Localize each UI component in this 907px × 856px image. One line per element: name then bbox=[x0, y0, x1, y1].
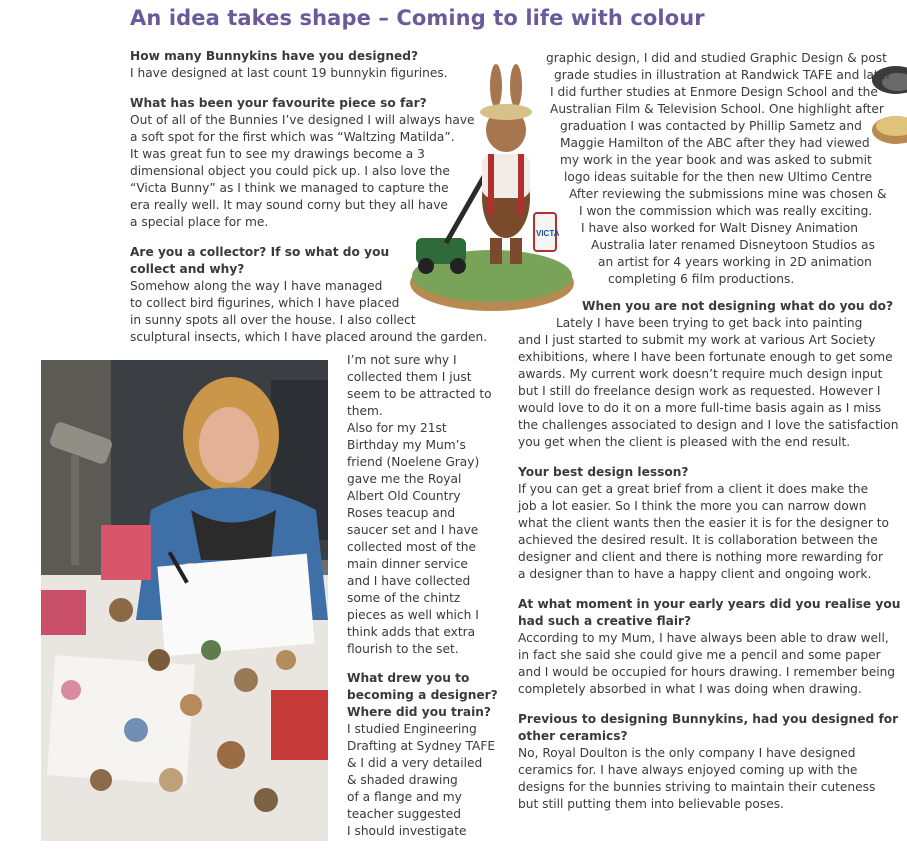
answer-4-line: of a flange and my bbox=[347, 790, 462, 804]
question-1: How many Bunnykins have you designed? bbox=[130, 49, 419, 63]
answer-2-line: It was great fun to see my drawings become a 3 bbox=[130, 147, 425, 161]
answer-4-cont-line: grade studies in illustration at Randwick TAFE and later bbox=[554, 68, 892, 82]
answer-4-cont-line: After reviewing the submissions mine was chosen & bbox=[569, 187, 887, 201]
answer-3-cont-line: saucer set and I have bbox=[347, 523, 479, 537]
question-7: At what moment in your early years did you realise you bbox=[518, 597, 901, 611]
answer-2-line: era really well. It may sound corny but they all have bbox=[130, 198, 448, 212]
col2-lower bbox=[518, 298, 901, 813]
answer-3-line: Somehow along the way I have managed bbox=[130, 279, 383, 293]
answer-3-cont-line: friend (Noelene Gray) bbox=[347, 455, 480, 469]
narrow-column bbox=[347, 352, 497, 840]
answer-3-cont-line: main dinner service bbox=[347, 557, 468, 571]
answer-4-line: I should investigate bbox=[347, 824, 467, 838]
answer-7-line: According to my Mum, I have always been able to draw well, bbox=[518, 631, 889, 645]
designer-photo-illustration bbox=[41, 360, 328, 841]
answer-7-line: completely absorbed in what I was doing when drawing. bbox=[518, 682, 862, 696]
answer-2-line: “Victa Bunny” as I think we managed to capture the bbox=[130, 181, 449, 195]
col1-upper bbox=[130, 48, 488, 346]
answer-8-line: ceramics for. I have always enjoyed coming up with the bbox=[518, 763, 858, 777]
answer-3-cont-line: them. bbox=[347, 404, 383, 418]
answer-5-line: would love to do it on a more full-time basis again as I miss bbox=[518, 401, 882, 415]
answer-4-cont-line: I did further studies at Enmore Design School and the bbox=[550, 85, 878, 99]
answer-3-cont-line: think adds that extra bbox=[347, 625, 476, 639]
question-2: What has been your favourite piece so far? bbox=[130, 96, 427, 110]
answer-4-cont-line: graphic design, I did and studied Graphic Design & post bbox=[546, 51, 887, 65]
figurine-can-label: VICTA bbox=[536, 229, 560, 238]
answer-2-line: a soft spot for the first which was “Waltzing Matilda”. bbox=[130, 130, 455, 144]
answer-4-cont-line: Australia later renamed Disneytoon Studios as bbox=[591, 238, 875, 252]
answer-3-cont-line: gave me the Royal bbox=[347, 472, 462, 486]
question-6: Your best design lesson? bbox=[518, 465, 689, 479]
answer-3-cont-line: seem to be attracted to bbox=[347, 387, 492, 401]
answer-4-cont-line: logo ideas suitable for the then new Ultimo Centre bbox=[564, 170, 873, 184]
answer-4-cont-line: completing 6 film productions. bbox=[608, 272, 795, 286]
answer-3-line: to collect bird figurines, which I have placed bbox=[130, 296, 400, 310]
answer-5-line: the challenges associated to design and I love the satisfaction bbox=[518, 418, 899, 432]
answer-4-cont-line: an artist for 4 years working in 2D animation bbox=[598, 255, 872, 269]
answer-5-line: exhibitions, where I have been fortunate enough to get some bbox=[518, 350, 893, 364]
question-5: When you are not designing what do you do? bbox=[582, 299, 894, 313]
question-3: Are you a collector? If so what do you bbox=[130, 245, 390, 259]
answer-5-line: Lately I have been trying to get back into painting bbox=[556, 316, 863, 330]
question-4: Where did you train? bbox=[347, 705, 491, 719]
question-3: collect and why? bbox=[130, 262, 245, 276]
answer-3-line: in sunny spots all over the house. I also collect bbox=[130, 313, 416, 327]
answer-4-cont-line: I have also worked for Walt Disney Animation bbox=[581, 221, 858, 235]
question-4: What drew you to bbox=[347, 671, 470, 685]
question-7: had such a creative flair? bbox=[518, 614, 692, 628]
answer-8-line: No, Royal Doulton is the only company I have designed bbox=[518, 746, 856, 760]
answer-3-cont-line: pieces as well which I bbox=[347, 608, 479, 622]
answer-5-line: but I still do freelance design work as requested. However I bbox=[518, 384, 881, 398]
answer-4-line: & I did a very detailed bbox=[347, 756, 483, 770]
answer-3-cont-line: flourish to the set. bbox=[347, 642, 459, 656]
answer-6-line: what the client wants then the easier it is for the designer to bbox=[518, 516, 889, 530]
answer-2-line: Out of all of the Bunnies I’ve designed I will always have bbox=[130, 113, 475, 127]
answer-3-cont-line: I’m not sure why I bbox=[347, 353, 457, 367]
answer-6-line: If you can get a great brief from a client it does make the bbox=[518, 482, 869, 496]
answer-2-line: a special place for me. bbox=[130, 215, 269, 229]
answer-4-cont-line: graduation I was contacted by Phillip Sametz and bbox=[560, 119, 862, 133]
question-8: other ceramics? bbox=[518, 729, 628, 743]
answer-4-cont-line: Maggie Hamilton of the ABC after they had viewed bbox=[560, 136, 870, 150]
answer-3-line: sculptural insects, which I have placed around the garden. bbox=[130, 330, 488, 344]
answer-1: I have designed at last count 19 bunnykin figurines. bbox=[130, 66, 448, 80]
answer-3-cont-line: Birthday my Mum’s bbox=[347, 438, 466, 452]
answer-3-cont-line: Albert Old Country bbox=[347, 489, 461, 503]
answer-3-cont-line: collected most of the bbox=[347, 540, 476, 554]
designer-photo bbox=[41, 360, 328, 841]
page-title: An idea takes shape – Coming to life with colour bbox=[130, 6, 705, 30]
answer-4-cont-line: my work in the year book and was asked to submit bbox=[560, 153, 872, 167]
answer-8-line: designs for the bunnies striving to maintain their cuteness bbox=[518, 780, 876, 794]
answer-5-line: you get when the client is pleased with the end result. bbox=[518, 435, 851, 449]
answer-7-line: and I would be occupied for hours drawing. I remember being bbox=[518, 665, 896, 679]
answer-3-cont-line: Roses teacup and bbox=[347, 506, 456, 520]
answer-4-cont-line: Australian Film & Television School. One highlight after bbox=[550, 102, 884, 116]
answer-3-cont-line: collected them I just bbox=[347, 370, 472, 384]
answer-5-line: and I just started to submit my work at various Art Society bbox=[518, 333, 876, 347]
answer-4-line: I studied Engineering bbox=[347, 722, 477, 736]
answer-3-cont-line: Also for my 21st bbox=[347, 421, 447, 435]
answer-7-line: in fact she said she could give me a pencil and some paper bbox=[518, 648, 881, 662]
answer-8-line: but still putting them into believable poses. bbox=[518, 797, 784, 811]
answer-4-cont-line: I won the commission which was really exciting. bbox=[579, 204, 873, 218]
answer-4-line: Drafting at Sydney TAFE bbox=[347, 739, 496, 753]
answer-6-line: a designer than to have a happy client and ongoing work. bbox=[518, 567, 872, 581]
answer-3-cont-line: and I have collected bbox=[347, 574, 471, 588]
answer-4-line: & shaded drawing bbox=[347, 773, 458, 787]
answer-4-line: teacher suggested bbox=[347, 807, 461, 821]
answer-6-line: job a lot easier. So I think the more you can narrow down bbox=[518, 499, 867, 513]
answer-5-line: awards. My current work doesn’t require much design input bbox=[518, 367, 883, 381]
answer-6-line: achieved the desired result. It is collaboration between the bbox=[518, 533, 878, 547]
answer-3-cont-line: some of the chintz bbox=[347, 591, 461, 605]
answer-6-line: designer and client and there is nothing more rewarding for bbox=[518, 550, 884, 564]
question-8: Previous to designing Bunnykins, had you designed for bbox=[518, 712, 899, 726]
answer-2-line: dimensional object you could pick up. I also love the bbox=[130, 164, 450, 178]
col2-top bbox=[546, 50, 891, 288]
question-4: becoming a designer? bbox=[347, 688, 498, 702]
